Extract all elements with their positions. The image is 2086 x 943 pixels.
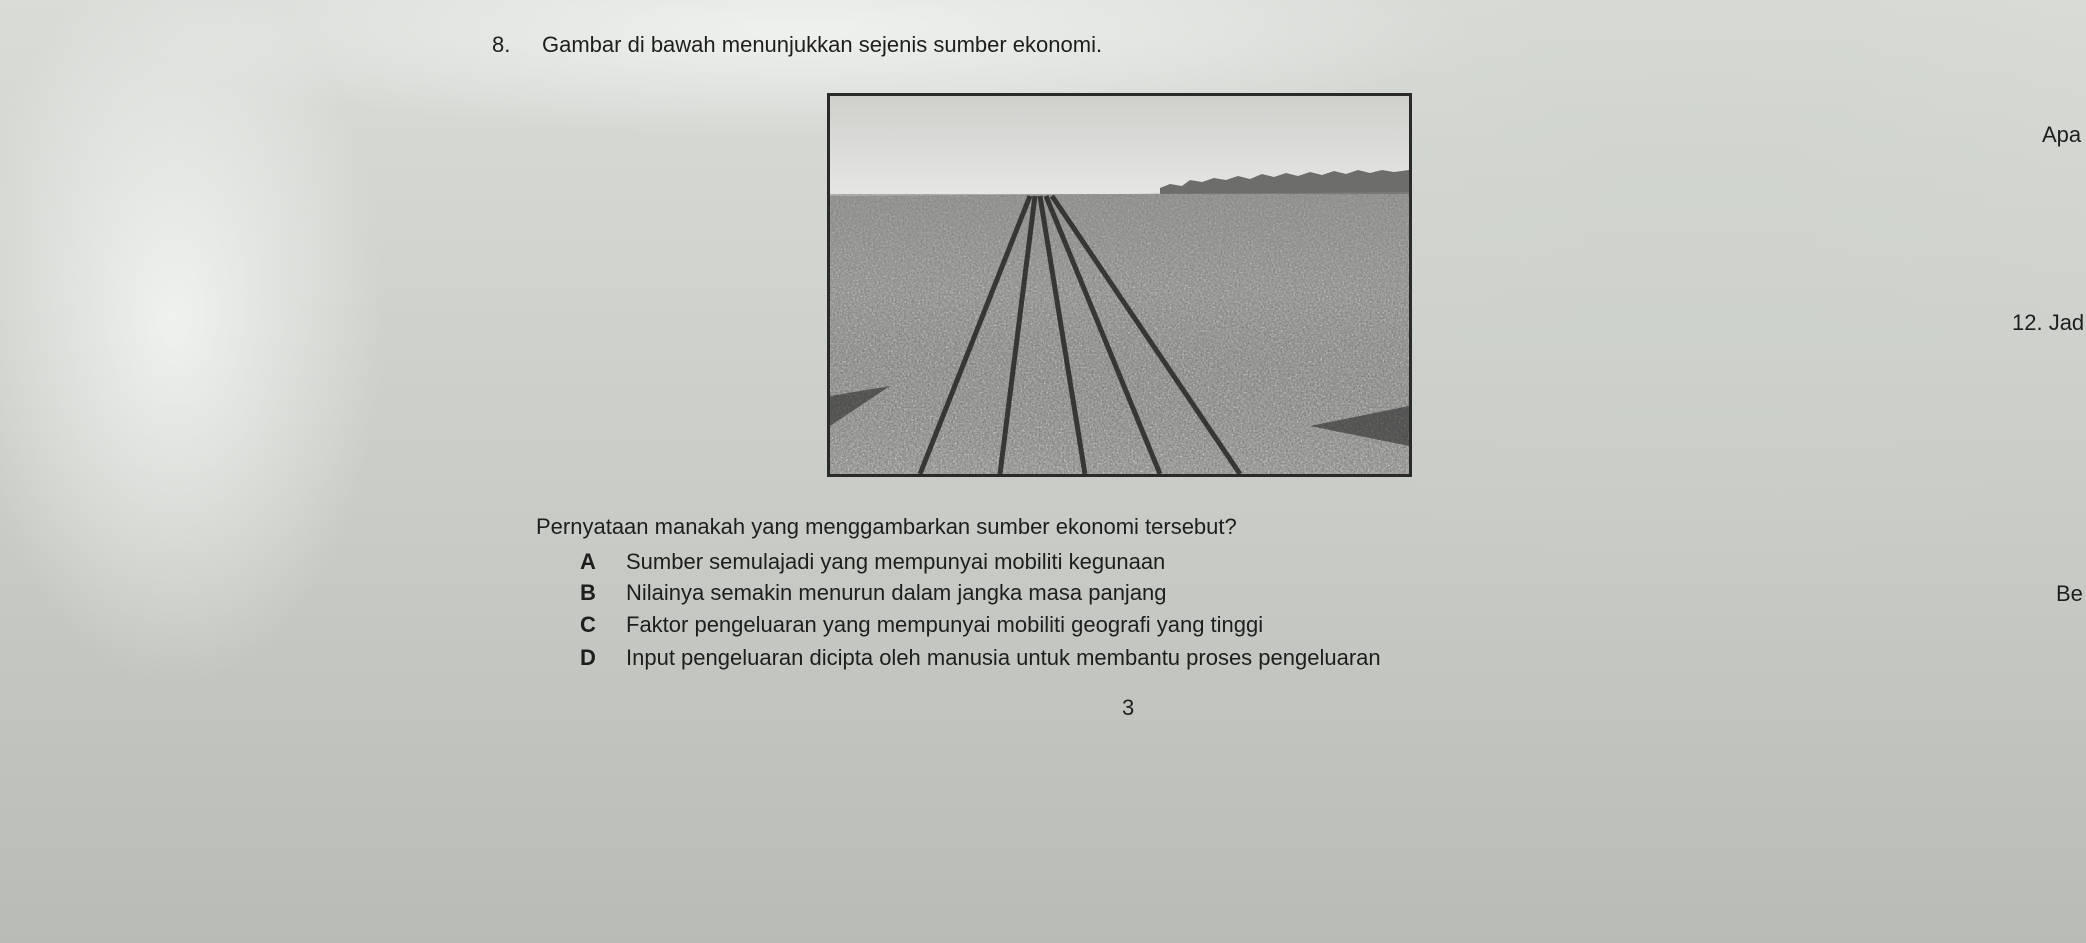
adjacent-page-fragment: Be	[2056, 581, 2083, 606]
option-letter: A	[580, 549, 596, 574]
question-stem: Gambar di bawah menunjukkan sejenis sumber ekonomi.	[542, 32, 1103, 57]
question-number: 8.	[492, 32, 511, 57]
option-text: Faktor pengeluaran yang mempunyai mobiliti geografi yang tinggi	[626, 612, 1264, 637]
option-d[interactable]	[580, 645, 1381, 671]
option-letter: C	[580, 612, 596, 637]
crop-field-image	[830, 96, 1409, 474]
option-text: Input pengeluaran dicipta oleh manusia untuk membantu proses pengeluaran	[626, 645, 1381, 670]
option-text: Sumber semulajadi yang mempunyai mobiliti kegunaan	[626, 549, 1166, 574]
crop-field-photo	[827, 93, 1412, 477]
option-letter: B	[580, 580, 596, 605]
option-c[interactable]	[580, 612, 1263, 638]
option-b[interactable]	[580, 580, 1167, 606]
option-a[interactable]	[580, 549, 1165, 575]
question-prompt: Pernyataan manakah yang menggambarkan sumber ekonomi tersebut?	[536, 514, 1237, 539]
adjacent-page-fragment: Apa	[2042, 122, 2082, 147]
page-number: 3	[1122, 695, 1135, 720]
adjacent-page-fragment: 12. Jad	[2012, 310, 2085, 335]
option-letter: D	[580, 645, 596, 670]
option-text: Nilainya semakin menurun dalam jangka masa panjang	[626, 580, 1167, 605]
